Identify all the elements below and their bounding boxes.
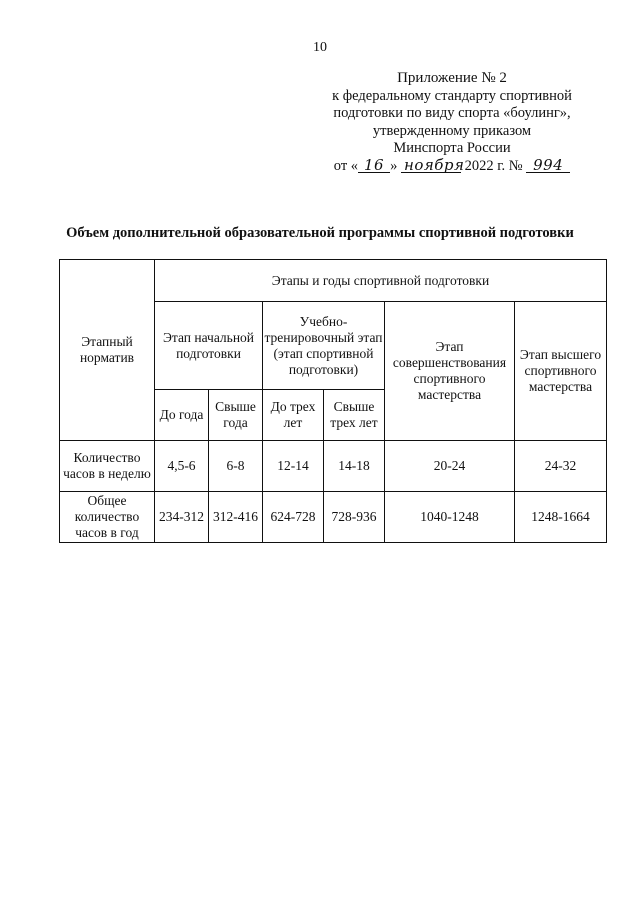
header-stage-improvement: Этап совершенствования спортивного мастерства: [385, 302, 515, 441]
appendix-title: Приложение № 2: [397, 70, 507, 86]
appendix-line-1: к федеральному стандарту спортивной: [332, 87, 572, 104]
header-until-three-years: До трех лет: [263, 390, 324, 441]
table-cell: 234-312: [155, 492, 209, 543]
table-cell: 4,5-6: [155, 441, 209, 492]
table-row: [60, 441, 607, 492]
table-cell: 1040-1248: [385, 492, 515, 543]
document-title: Объем дополнительной образовательной программы спортивной подготовки: [66, 225, 574, 241]
appendix-line-4: Минспорта России: [393, 140, 511, 156]
table-cell: 728-936: [324, 492, 385, 543]
date-day-handwritten: 16: [358, 158, 390, 173]
row-label: Общее количество часов в год: [60, 492, 155, 543]
program-volume-table: [59, 259, 607, 543]
table-cell: 624-728: [263, 492, 324, 543]
appendix-header: [312, 70, 592, 175]
table-row: [60, 492, 607, 543]
header-until-year: До года: [155, 390, 209, 441]
table-cell: 1248-1664: [515, 492, 607, 543]
table-cell: 6-8: [209, 441, 263, 492]
date-year: 2022 г. №: [464, 157, 523, 174]
appendix-line-2: подготовки по виду спорта «боулинг»,: [333, 105, 571, 121]
date-mid: »: [390, 157, 398, 174]
row-label: Количество часов в неделю: [60, 441, 155, 492]
date-month-handwritten: ноября: [401, 158, 461, 173]
table-cell: 312-416: [209, 492, 263, 543]
header-norm: Этапный норматив: [60, 260, 155, 441]
page-number: 10: [313, 40, 327, 55]
appendix-line-3: утвержденному приказом: [372, 122, 532, 139]
table-cell: 20-24: [385, 441, 515, 492]
order-number-handwritten: 994: [526, 158, 570, 173]
appendix-date-line: [312, 155, 592, 176]
table-header-row: [60, 260, 607, 302]
header-over-three-years: Свыше трех лет: [324, 390, 385, 441]
table-cell: 14-18: [324, 441, 385, 492]
table-cell: 24-32: [515, 441, 607, 492]
header-stages-group: Этапы и годы спортивной подготовки: [155, 260, 607, 302]
header-stage-initial: Этап начальной подготовки: [155, 302, 263, 390]
header-stage-training: Учебно-тренировочный этап (этап спортивной подготовки): [263, 302, 385, 390]
header-stage-highest: Этап высшего спортивного мастерства: [515, 302, 607, 441]
header-over-year: Свыше года: [209, 390, 263, 441]
date-prefix: от «: [333, 157, 359, 174]
table-cell: 12-14: [263, 441, 324, 492]
